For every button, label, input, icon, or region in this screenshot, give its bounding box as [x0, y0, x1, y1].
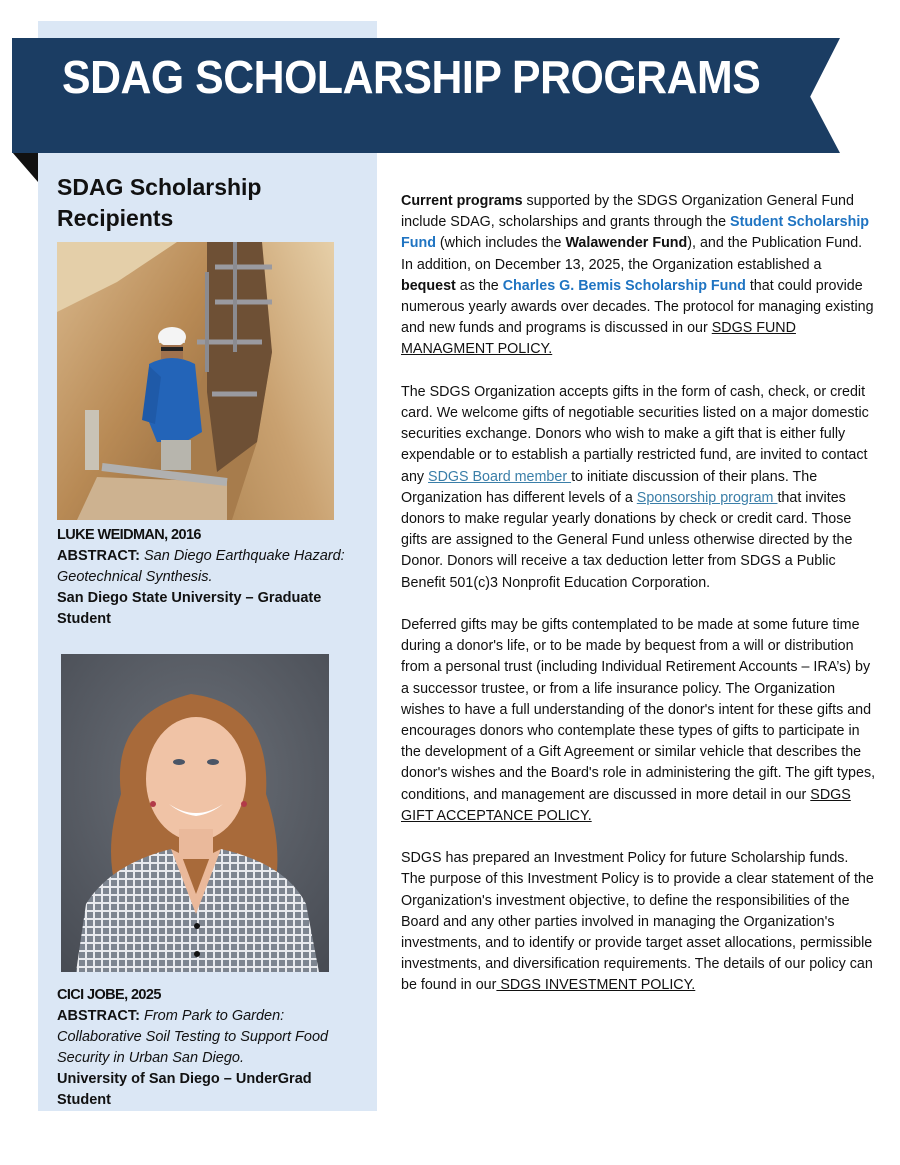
bemis-fund-text: Charles G. Bemis Scholarship Fund: [502, 277, 746, 294]
bequest-text: bequest: [401, 277, 456, 294]
page-title: SDAG SCHOLARSHIP PROGRAMS: [62, 51, 761, 103]
sponsorship-program-link[interactable]: Sponsorship program: [636, 489, 778, 506]
board-member-link[interactable]: SDGS Board member: [428, 468, 572, 485]
recipient-photo-cici-jobe: [61, 654, 329, 972]
walawender-fund-text: Walawender Fund: [565, 235, 688, 252]
text: Deferred gifts may be gifts contemplated to be made at some future time during a donor's life, or to be made by bequest from a will or distribution from a personal trust (including Individual Retirement Accounts – IRA’s) by a successor trustee, or from a life insurance policy. The Organization wishes to have a full understanding of the donor's intent for these gifts and encourages donors who contemplate these types of gifts to participate in the development of a Gift Agreement or similar vehicle that describes the donor's wishes and the Board's role in administering the gift. The gift types, conditions, and management are discussed in more detail in our: [401, 617, 876, 803]
recipient-school: University of San Diego – UnderGrad Student: [57, 1071, 312, 1108]
recipient-photo-luke-weidman: [57, 242, 334, 520]
text: that could provide numerous yearly awards over decades. The protocol for managing existing and new funds and programs is discussed in our: [401, 277, 874, 337]
gift-acceptance-policy-link[interactable]: SDGS GIFT ACCEPTANCE POLICY.: [401, 786, 851, 824]
text: to initiate discussion of their plans. The Organization has different levels of a: [401, 468, 818, 506]
text: (which includes the: [435, 235, 566, 252]
recipient-name: LUKE WEIDMAN, 2016: [57, 527, 201, 543]
text: The SDGS Organization accepts gifts in the form of cash, check, or credit card. We welcome gifts of negotiable securities listed on a major domestic securities exchange. Donors who wish to make a gift that is either fully expendable or to establish a partially restricted fund, are invited to contact any: [401, 383, 869, 485]
paragraph-gifts: [401, 382, 876, 594]
recipient-school: San Diego State University – Graduate Student: [57, 590, 322, 627]
recipient-name: CICI JOBE, 2025: [57, 987, 161, 1003]
text: as the: [455, 277, 503, 294]
abstract-title: From Park to Garden: Collaborative Soil Testing to Support Food Security in Urban San Diego.: [57, 1008, 329, 1066]
paragraph-deferred-gifts: [401, 615, 876, 827]
recipient-caption-luke-weidman: [57, 525, 367, 630]
text: that invites donors to make regular yearly donations by check or credit card. Those gifts are assigned to the General Fund unless otherwise directed by the Donor. Donors will receive a tax deduction letter from SDGS a Public Benefit 501(c)3 Nonprofit Education Corporation.: [401, 489, 853, 591]
recipient-abstract: [57, 1006, 367, 1069]
text: SDGS has prepared an Investment Policy for future Scholarship funds. The purpose of this Investment Policy is to provide a clear statement of the Organization's investment objective, to define the responsibilities of the Board and any other parties involved in managing the Organization's investments, and to identify or provide target asset allocations, permissible investments, and diversification requirements. The details of our policy can be found in our: [401, 850, 874, 994]
main-content: [401, 191, 876, 1018]
text: ), and the Publication Fund. In addition, on December 13, 2025, the Organization established a: [401, 235, 863, 273]
abstract-label: ABSTRACT:: [57, 548, 140, 564]
text-bold: Current programs: [401, 193, 523, 209]
abstract-title: San Diego Earthquake Hazard: Geotechnical Synthesis.: [57, 548, 345, 585]
sidebar-heading: SDAG Scholarship Recipients: [57, 174, 262, 231]
banner-fold: [12, 152, 38, 182]
text: supported by the SDGS Organization General Fund include SDAG, scholarships and grants through the: [401, 193, 854, 231]
fund-management-policy-link[interactable]: SDGS FUND MANAGMENT POLICY.: [401, 320, 796, 358]
paragraph-investment-policy: [401, 848, 876, 996]
abstract-label: ABSTRACT:: [57, 1008, 140, 1024]
paragraph-current-programs: [401, 191, 876, 361]
student-scholarship-fund-text: Student Scholarship Fund: [401, 214, 870, 252]
recipient-abstract: [57, 546, 367, 588]
recipient-caption-cici-jobe: [57, 985, 367, 1111]
investment-policy-link[interactable]: SDGS INVESTMENT POLICY.: [496, 977, 696, 994]
